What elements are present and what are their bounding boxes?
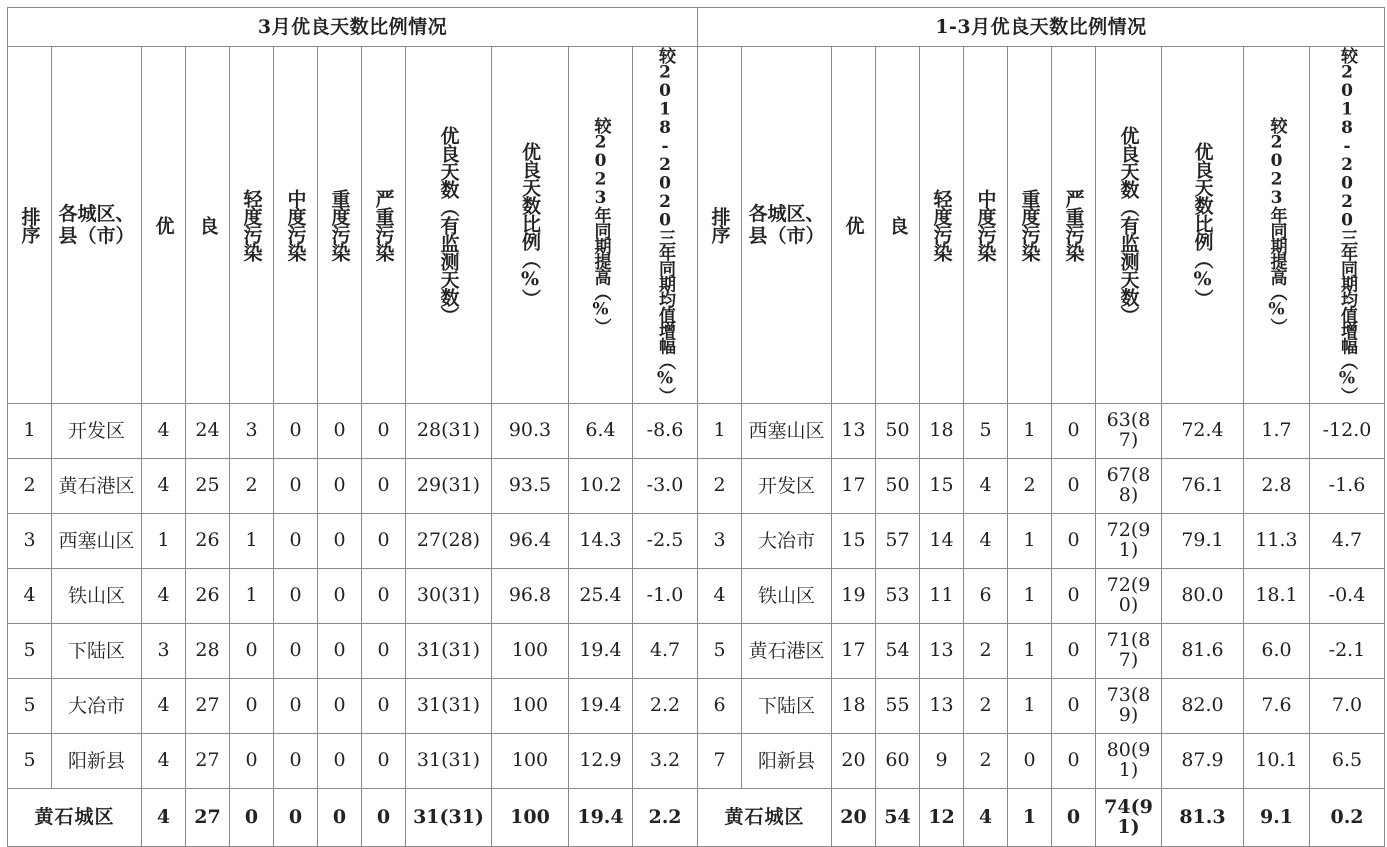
right-cell-severe-pollution: 0 <box>1052 733 1096 788</box>
right-cell-good-days-monitored <box>1096 623 1162 678</box>
left-cell-vs-2023-change: 12.9 <box>569 733 633 788</box>
right-cell-good-days-ratio: 79.1 <box>1162 513 1244 568</box>
right-cell-moderate-pollution: 2 <box>964 733 1008 788</box>
right-header-light-pollution <box>920 47 964 404</box>
left-cell-vs-2023-change: 10.2 <box>569 458 633 513</box>
right-cell-light-pollution: 13 <box>920 678 964 733</box>
left-cell-good-days-monitored: 31(31) <box>406 678 492 733</box>
left-cell-heavy-pollution: 0 <box>318 513 362 568</box>
table-row <box>8 403 1385 458</box>
right-cell-vs-2018-2020-change: -1.6 <box>1310 458 1385 513</box>
table-row <box>8 568 1385 623</box>
right-total-good-days-monitored <box>1096 788 1162 846</box>
right-cell-district <box>742 568 832 623</box>
right-header-moderate-pollution <box>964 47 1008 404</box>
left-cell-good: 26 <box>186 513 230 568</box>
right-cell-excellent: 19 <box>832 568 876 623</box>
right-cell-good-days-monitored <box>1096 458 1162 513</box>
right-header-severe-pollution <box>1052 47 1096 404</box>
right-cell-district <box>742 678 832 733</box>
left-header-severe-pollution-label: 严重污染 <box>372 188 395 261</box>
right-cell-vs-2018-2020-change: 6.5 <box>1310 733 1385 788</box>
left-cell-rank: 3 <box>8 513 52 568</box>
left-cell-district <box>52 678 142 733</box>
right-cell-vs-2018-2020-change: 7.0 <box>1310 678 1385 733</box>
right-cell-good-days-ratio: 72.4 <box>1162 403 1244 458</box>
right-cell-light-pollution: 9 <box>920 733 964 788</box>
left-cell-good-days-ratio: 96.8 <box>492 568 569 623</box>
left-cell-rank: 2 <box>8 458 52 513</box>
left-header-good-days-monitored-label: 优良天数（有监测天数） <box>437 125 460 324</box>
right-cell-vs-2023-change: 11.3 <box>1244 513 1310 568</box>
right-cell-rank: 5 <box>698 623 742 678</box>
left-cell-moderate-pollution: 0 <box>274 513 318 568</box>
right-cell-good-days-ratio: 81.6 <box>1162 623 1244 678</box>
left-cell-excellent: 4 <box>142 733 186 788</box>
left-cell-good-days-monitored: 30(31) <box>406 568 492 623</box>
right-cell-good: 50 <box>876 458 920 513</box>
left-header-district-label: 各城区、县（市） <box>58 202 135 247</box>
left-cell-good-days-ratio: 93.5 <box>492 458 569 513</box>
right-header-excellent-label: 优 <box>842 216 865 235</box>
left-header-rank <box>8 47 52 404</box>
right-total-moderate-pollution: 4 <box>964 788 1008 846</box>
right-good-days-value: 72(90) <box>1106 574 1151 616</box>
left-cell-district <box>52 403 142 458</box>
right-cell-vs-2018-2020-change: -2.1 <box>1310 623 1385 678</box>
left-cell-severe-pollution: 0 <box>362 623 406 678</box>
left-cell-heavy-pollution: 0 <box>318 623 362 678</box>
left-cell-vs-2018-2020-change: -8.6 <box>633 403 698 458</box>
right-cell-excellent: 15 <box>832 513 876 568</box>
left-header-heavy-pollution <box>318 47 362 404</box>
right-cell-excellent: 17 <box>832 623 876 678</box>
left-district-name: 开发区 <box>67 419 125 442</box>
right-cell-moderate-pollution: 4 <box>964 458 1008 513</box>
left-cell-severe-pollution: 0 <box>362 733 406 788</box>
right-cell-severe-pollution: 0 <box>1052 568 1096 623</box>
left-cell-vs-2018-2020-change: -1.0 <box>633 568 698 623</box>
left-district-name: 下陆区 <box>67 639 125 662</box>
left-total-severe-pollution: 0 <box>362 788 406 846</box>
right-cell-rank: 2 <box>698 458 742 513</box>
right-district-name: 开发区 <box>757 474 815 497</box>
right-header-good-days-ratio-label: 优良天数比例（%） <box>1191 142 1214 308</box>
right-cell-vs-2023-change: 6.0 <box>1244 623 1310 678</box>
left-total-moderate-pollution: 0 <box>274 788 318 846</box>
right-header-district-label: 各城区、县（市） <box>748 202 825 247</box>
right-cell-severe-pollution: 0 <box>1052 403 1096 458</box>
right-cell-good: 54 <box>876 623 920 678</box>
table-body <box>8 8 1385 847</box>
right-cell-good-days-monitored <box>1096 513 1162 568</box>
right-good-days-value: 71(87) <box>1106 629 1151 671</box>
right-header-vs-2018-2020-change <box>1310 47 1385 404</box>
right-cell-heavy-pollution: 0 <box>1008 733 1052 788</box>
left-cell-district <box>52 623 142 678</box>
right-cell-vs-2018-2020-change: 4.7 <box>1310 513 1385 568</box>
left-cell-rank: 4 <box>8 568 52 623</box>
left-cell-heavy-pollution: 0 <box>318 458 362 513</box>
left-total-excellent: 4 <box>142 788 186 846</box>
left-cell-good-days-ratio: 100 <box>492 623 569 678</box>
left-cell-moderate-pollution: 0 <box>274 678 318 733</box>
right-cell-good: 53 <box>876 568 920 623</box>
right-cell-district <box>742 733 832 788</box>
left-cell-district <box>52 568 142 623</box>
table-row <box>8 623 1385 678</box>
right-cell-severe-pollution: 0 <box>1052 458 1096 513</box>
left-cell-good-days-monitored: 31(31) <box>406 623 492 678</box>
right-cell-good-days-ratio: 80.0 <box>1162 568 1244 623</box>
right-cell-rank: 3 <box>698 513 742 568</box>
left-cell-vs-2023-change: 19.4 <box>569 623 633 678</box>
left-cell-good: 27 <box>186 678 230 733</box>
left-cell-light-pollution: 1 <box>230 513 274 568</box>
left-header-good-days-ratio <box>492 47 569 404</box>
left-cell-excellent: 4 <box>142 458 186 513</box>
left-cell-good-days-monitored: 29(31) <box>406 458 492 513</box>
left-header-district <box>52 47 142 404</box>
right-district-name: 西塞山区 <box>748 419 825 442</box>
left-district-name: 西塞山区 <box>58 529 135 552</box>
table-row <box>8 678 1385 733</box>
left-cell-district <box>52 513 142 568</box>
right-header-district <box>742 47 832 404</box>
left-header-excellent-label: 优 <box>152 216 175 235</box>
left-cell-vs-2023-change: 19.4 <box>569 678 633 733</box>
table-row <box>8 733 1385 788</box>
right-good-days-value: 73(89) <box>1106 684 1151 726</box>
left-district-name: 大冶市 <box>67 694 125 717</box>
left-header-light-pollution <box>230 47 274 404</box>
right-cell-good: 55 <box>876 678 920 733</box>
right-header-moderate-pollution-label: 中度污染 <box>974 188 997 261</box>
right-cell-heavy-pollution: 1 <box>1008 513 1052 568</box>
left-cell-good-days-ratio: 100 <box>492 678 569 733</box>
right-total-good-days-value: 74(91) <box>1104 795 1153 838</box>
left-total-good-days-monitored: 31(31) <box>406 788 492 846</box>
left-total-label: 黄石城区 <box>8 788 142 846</box>
right-cell-light-pollution: 15 <box>920 458 964 513</box>
left-district-name: 铁山区 <box>67 584 125 607</box>
right-cell-severe-pollution: 0 <box>1052 513 1096 568</box>
left-cell-severe-pollution: 0 <box>362 513 406 568</box>
right-total-good-days-ratio: 81.3 <box>1162 788 1244 846</box>
right-cell-good: 57 <box>876 513 920 568</box>
left-cell-good: 26 <box>186 568 230 623</box>
left-total-light-pollution: 0 <box>230 788 274 846</box>
right-cell-heavy-pollution: 1 <box>1008 403 1052 458</box>
right-cell-good-days-monitored <box>1096 568 1162 623</box>
right-cell-vs-2023-change: 18.1 <box>1244 568 1310 623</box>
left-header-excellent <box>142 47 186 404</box>
right-district-name: 阳新县 <box>757 749 815 772</box>
right-cell-rank: 6 <box>698 678 742 733</box>
right-cell-vs-2018-2020-change: -0.4 <box>1310 568 1385 623</box>
right-header-rank <box>698 47 742 404</box>
left-cell-light-pollution: 3 <box>230 403 274 458</box>
title-row <box>8 8 1385 47</box>
left-header-good-label: 良 <box>196 216 219 235</box>
left-cell-light-pollution: 1 <box>230 568 274 623</box>
left-header-vs-2023-change-label: 较2023年同期提高（%） <box>590 116 611 333</box>
right-cell-good-days-monitored <box>1096 678 1162 733</box>
right-cell-rank: 4 <box>698 568 742 623</box>
left-header-light-pollution-label: 轻度污染 <box>240 188 263 261</box>
right-cell-heavy-pollution: 1 <box>1008 678 1052 733</box>
right-header-good <box>876 47 920 404</box>
right-total-good: 54 <box>876 788 920 846</box>
right-total-heavy-pollution: 1 <box>1008 788 1052 846</box>
right-header-light-pollution-label: 轻度污染 <box>930 188 953 261</box>
left-header-vs-2018-2020-change <box>633 47 698 404</box>
right-good-days-value: 63(87) <box>1106 409 1151 451</box>
left-header-good-days-monitored <box>406 47 492 404</box>
left-cell-moderate-pollution: 0 <box>274 568 318 623</box>
left-cell-district <box>52 458 142 513</box>
right-cell-excellent: 18 <box>832 678 876 733</box>
left-cell-vs-2023-change: 14.3 <box>569 513 633 568</box>
right-cell-excellent: 17 <box>832 458 876 513</box>
left-cell-excellent: 4 <box>142 403 186 458</box>
right-cell-vs-2023-change: 7.6 <box>1244 678 1310 733</box>
left-cell-vs-2023-change: 6.4 <box>569 403 633 458</box>
right-cell-moderate-pollution: 6 <box>964 568 1008 623</box>
right-cell-good: 60 <box>876 733 920 788</box>
right-cell-good-days-monitored <box>1096 733 1162 788</box>
right-district-name: 黄石港区 <box>748 639 825 662</box>
right-cell-district <box>742 623 832 678</box>
left-section-title: 3月优良天数比例情况 <box>8 8 698 47</box>
left-total-vs-2018-2020-change: 2.2 <box>633 788 698 846</box>
right-cell-vs-2023-change: 1.7 <box>1244 403 1310 458</box>
left-cell-heavy-pollution: 0 <box>318 678 362 733</box>
right-good-days-value: 72(91) <box>1106 519 1151 561</box>
left-cell-excellent: 3 <box>142 623 186 678</box>
left-cell-good-days-monitored: 31(31) <box>406 733 492 788</box>
right-district-name: 铁山区 <box>757 584 815 607</box>
right-district-name: 下陆区 <box>757 694 815 717</box>
left-cell-heavy-pollution: 0 <box>318 733 362 788</box>
left-header-vs-2023-change <box>569 47 633 404</box>
left-total-vs-2023-change: 19.4 <box>569 788 633 846</box>
right-cell-moderate-pollution: 4 <box>964 513 1008 568</box>
right-cell-heavy-pollution: 2 <box>1008 458 1052 513</box>
right-cell-moderate-pollution: 2 <box>964 678 1008 733</box>
right-cell-good-days-ratio: 76.1 <box>1162 458 1244 513</box>
left-cell-vs-2018-2020-change: 4.7 <box>633 623 698 678</box>
left-cell-moderate-pollution: 0 <box>274 623 318 678</box>
right-cell-moderate-pollution: 2 <box>964 623 1008 678</box>
air-quality-table <box>7 7 1385 847</box>
left-cell-severe-pollution: 0 <box>362 678 406 733</box>
right-cell-district <box>742 513 832 568</box>
left-header-moderate-pollution-label: 中度污染 <box>284 188 307 261</box>
left-cell-severe-pollution: 0 <box>362 403 406 458</box>
right-header-heavy-pollution <box>1008 47 1052 404</box>
left-cell-severe-pollution: 0 <box>362 458 406 513</box>
left-cell-severe-pollution: 0 <box>362 568 406 623</box>
left-district-name: 黄石港区 <box>58 474 135 497</box>
right-header-good-label: 良 <box>886 216 909 235</box>
left-cell-district <box>52 733 142 788</box>
left-header-severe-pollution <box>362 47 406 404</box>
right-header-vs-2018-2020-change-label: 较2018-2020三年同期均值增幅（%） <box>1337 47 1357 403</box>
right-total-vs-2023-change: 9.1 <box>1244 788 1310 846</box>
right-cell-vs-2023-change: 10.1 <box>1244 733 1310 788</box>
left-cell-good-days-ratio: 100 <box>492 733 569 788</box>
right-cell-excellent: 20 <box>832 733 876 788</box>
right-cell-light-pollution: 14 <box>920 513 964 568</box>
left-cell-heavy-pollution: 0 <box>318 403 362 458</box>
left-cell-good-days-ratio: 96.4 <box>492 513 569 568</box>
left-cell-good-days-ratio: 90.3 <box>492 403 569 458</box>
left-header-vs-2018-2020-change-label: 较2018-2020三年同期均值增幅（%） <box>655 47 675 403</box>
right-total-severe-pollution: 0 <box>1052 788 1096 846</box>
right-cell-rank: 1 <box>698 403 742 458</box>
right-cell-moderate-pollution: 5 <box>964 403 1008 458</box>
left-cell-good: 24 <box>186 403 230 458</box>
right-header-good-days-monitored-label: 优良天数（有监测天数） <box>1117 125 1140 324</box>
air-quality-table-wrapper <box>7 7 1385 847</box>
right-header-excellent <box>832 47 876 404</box>
left-cell-light-pollution: 0 <box>230 733 274 788</box>
left-cell-heavy-pollution: 0 <box>318 568 362 623</box>
right-cell-good-days-ratio: 82.0 <box>1162 678 1244 733</box>
right-section-title: 1-3月优良天数比例情况 <box>698 8 1385 47</box>
right-cell-severe-pollution: 0 <box>1052 678 1096 733</box>
right-cell-heavy-pollution: 1 <box>1008 623 1052 678</box>
left-header-good-days-ratio-label: 优良天数比例（%） <box>519 142 541 308</box>
left-district-name: 阳新县 <box>67 749 125 772</box>
right-cell-good-days-monitored <box>1096 403 1162 458</box>
right-cell-good: 50 <box>876 403 920 458</box>
right-good-days-value: 80(91) <box>1106 739 1151 781</box>
right-total-light-pollution: 12 <box>920 788 964 846</box>
right-cell-heavy-pollution: 1 <box>1008 568 1052 623</box>
right-cell-severe-pollution: 0 <box>1052 623 1096 678</box>
left-cell-excellent: 4 <box>142 678 186 733</box>
right-cell-excellent: 13 <box>832 403 876 458</box>
left-cell-vs-2018-2020-change: 3.2 <box>633 733 698 788</box>
left-cell-light-pollution: 2 <box>230 458 274 513</box>
left-cell-rank: 5 <box>8 678 52 733</box>
right-cell-rank: 7 <box>698 733 742 788</box>
left-cell-good: 25 <box>186 458 230 513</box>
left-total-heavy-pollution: 0 <box>318 788 362 846</box>
left-cell-excellent: 1 <box>142 513 186 568</box>
right-cell-vs-2023-change: 2.8 <box>1244 458 1310 513</box>
right-header-severe-pollution-label: 严重污染 <box>1062 188 1085 261</box>
left-cell-moderate-pollution: 0 <box>274 403 318 458</box>
right-header-good-days-ratio <box>1162 47 1244 404</box>
right-header-vs-2023-change <box>1244 47 1310 404</box>
right-cell-vs-2018-2020-change: -12.0 <box>1310 403 1385 458</box>
right-total-vs-2018-2020-change: 0.2 <box>1310 788 1385 846</box>
left-header-moderate-pollution <box>274 47 318 404</box>
right-district-name: 大冶市 <box>757 529 815 552</box>
left-header-rank-label: 排序 <box>18 206 41 243</box>
left-cell-vs-2018-2020-change: -2.5 <box>633 513 698 568</box>
right-header-vs-2023-change-label: 较2023年同期提高（%） <box>1266 116 1287 333</box>
right-header-heavy-pollution-label: 重度污染 <box>1018 188 1041 261</box>
left-cell-good: 27 <box>186 733 230 788</box>
right-cell-light-pollution: 18 <box>920 403 964 458</box>
right-cell-light-pollution: 13 <box>920 623 964 678</box>
right-total-excellent: 20 <box>832 788 876 846</box>
total-row <box>8 788 1385 846</box>
left-total-good-days-ratio: 100 <box>492 788 569 846</box>
left-cell-vs-2023-change: 25.4 <box>569 568 633 623</box>
right-cell-district <box>742 403 832 458</box>
left-cell-moderate-pollution: 0 <box>274 733 318 788</box>
left-cell-good-days-monitored: 28(31) <box>406 403 492 458</box>
left-cell-rank: 5 <box>8 623 52 678</box>
right-cell-light-pollution: 11 <box>920 568 964 623</box>
left-total-good: 27 <box>186 788 230 846</box>
left-cell-good-days-monitored: 27(28) <box>406 513 492 568</box>
right-header-rank-label: 排序 <box>708 206 731 243</box>
left-cell-rank: 5 <box>8 733 52 788</box>
left-cell-vs-2018-2020-change: -3.0 <box>633 458 698 513</box>
left-cell-good: 28 <box>186 623 230 678</box>
right-good-days-value: 67(88) <box>1106 464 1151 506</box>
left-cell-excellent: 4 <box>142 568 186 623</box>
right-cell-district <box>742 458 832 513</box>
left-header-heavy-pollution-label: 重度污染 <box>328 188 351 261</box>
table-row <box>8 513 1385 568</box>
left-cell-vs-2018-2020-change: 2.2 <box>633 678 698 733</box>
column-header-row <box>8 47 1385 404</box>
left-cell-light-pollution: 0 <box>230 678 274 733</box>
left-cell-light-pollution: 0 <box>230 623 274 678</box>
right-header-good-days-monitored <box>1096 47 1162 404</box>
right-total-label: 黄石城区 <box>698 788 832 846</box>
right-cell-good-days-ratio: 87.9 <box>1162 733 1244 788</box>
left-header-good <box>186 47 230 404</box>
table-row <box>8 458 1385 513</box>
left-cell-moderate-pollution: 0 <box>274 458 318 513</box>
left-cell-rank: 1 <box>8 403 52 458</box>
